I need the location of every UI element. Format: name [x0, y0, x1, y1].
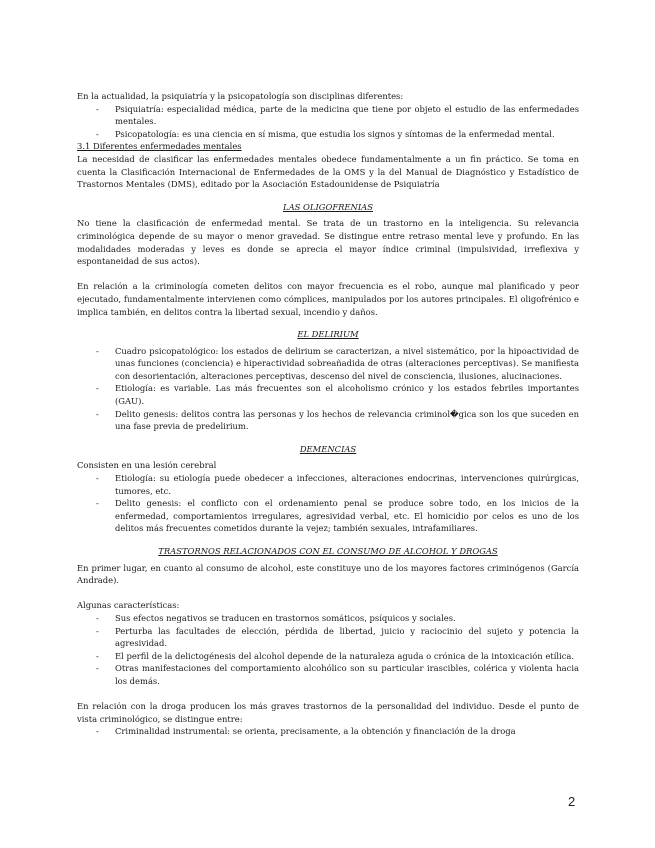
- delirium-list: [77, 345, 579, 433]
- document-page: [77, 90, 579, 738]
- alcohol-list: [77, 612, 579, 688]
- list-item: - Otras manifestaciones del comportamiento alcohólico son su particular irascibles, colérica y violenta hacia los demás.: [96, 663, 579, 686]
- page-number: 2: [568, 794, 576, 809]
- demencias-intro: Consisten en una lesión cerebral: [77, 460, 217, 471]
- list-item: - Perturba las facultades de elección, pérdida de libertad, juicio y raciocinio del sujeto y potencia la agresividad.: [96, 625, 579, 649]
- dash-bullet: -: [96, 663, 99, 674]
- demencias-list: [77, 472, 579, 535]
- alcohol-list-intro: Algunas características:: [77, 600, 180, 611]
- intro-paragraph: En la actualidad, la psiquiatría y la psicopatología son disciplinas diferentes:: [77, 91, 404, 101]
- dash-bullet: -: [96, 345, 99, 356]
- list-item: - Psiquiatría: especialidad médica, parte de la medicina que tiene por objeto el estudio de las enfermedades mentales.: [96, 103, 579, 127]
- heading-delirium: EL DELIRIUM: [297, 329, 359, 340]
- dash-bullet: -: [96, 383, 99, 394]
- dash-bullet: -: [96, 103, 99, 114]
- alcohol-paragraph-2: En relación con la droga producen los más graves trastornos de la personalidad del individuo. Desde el punto de vista criminológico, se distingue entre:: [77, 701, 579, 724]
- heading-demencias: DEMENCIAS: [299, 443, 357, 454]
- list-item: - Etiología: es variable. Las más frecuentes son el alcoholismo crónico y los estados febriles importantes (GAU).: [96, 383, 579, 407]
- dash-bullet: -: [96, 473, 99, 484]
- list-item: - El perfil de la delictogénesis del alcohol depende de la naturaleza aguda o crónica de la intoxicación etílica.: [96, 650, 575, 661]
- alcohol-paragraph-1: En primer lugar, en cuanto al consumo de alcohol, este constituye uno de los mayores factores criminógenos (García Andrade).: [77, 562, 579, 586]
- dash-bullet: -: [96, 726, 99, 737]
- list-item: - Cuadro psicopatológico: los estados de delirium se caracterizan, a nivel sistemático, por la hipoactividad de unas funciones (conciencia) e hiperactividad sobreañadida de otras (alteraciones perceptivas). Se manifiesta con desorientación, alteraciones perceptivas, descenso del nivel de consciencia, ilusiones, alucinaciones.: [96, 345, 579, 381]
- list-item: - Etiología: su etiología puede obedecer a infecciones, alteraciones endocrinas, intervenciones quirúrgicas, tumores, etc.: [96, 473, 579, 496]
- dash-bullet: -: [96, 128, 99, 139]
- heading-oligofrenias: LAS OLIGOFRENIAS: [283, 201, 373, 212]
- heading-alcohol-drogas: TRASTORNOS RELACIONADOS CON EL CONSUMO DE ALCOHOL Y DROGAS: [158, 546, 498, 556]
- list-item: - Psicopatología: es una ciencia en sí misma, que estudia los signos y síntomas de la enfermedad mental.: [96, 128, 555, 139]
- list-item: - Sus efectos negativos se traducen en trastornos somáticos, psíquicos y sociales.: [96, 612, 456, 623]
- section-heading-3-1: 3.1 Diferentes enfermedades mentales: [77, 141, 242, 152]
- oligofrenias-paragraph-1: No tiene la clasificación de enfermedad mental. Se trata de un trastorno en la inteligencia. Su relevancia criminológica depende de su mayor o menor gravedad. Se distingue entre retraso mental leve y profundo. En las modalidades moderadas y leves es donde se aprecia el mayor índice criminal (impulsividad, irreflexiva y espontaneidad de sus actos).: [77, 218, 579, 267]
- intro-list: [77, 103, 579, 141]
- dash-bullet: -: [96, 650, 99, 661]
- dash-bullet: -: [96, 408, 99, 419]
- oligofrenias-paragraph-2: En relación a la criminología cometen delitos con mayor frecuencia es el robo, aunque mal planificado y peor ejecutado, fundamentalmente intervienen como cómplices, manipulados por los autores principales. El oligofrénico e implica también, en delitos contra la libertad sexual, incendio y daños.: [77, 281, 579, 317]
- list-item: - Delito genesis: el conflicto con el ordenamiento penal se produce sobre todo, en los inicios de la enfermedad, comportamientos irregulares, agresividad verbal, etc. El homicidio por celos es uno de los delitos más frecuentes cometidos durante la vejez; también sexuales, intrafamiliares.: [96, 498, 579, 534]
- dash-bullet: -: [96, 612, 99, 623]
- dash-bullet: -: [96, 625, 99, 636]
- section-3-1-paragraph: La necesidad de clasificar las enfermedades mentales obedece fundamentalmente a un fin práctico. Se toma en cuenta la Clasificación Internacional de Enfermedades de la OMS y la del Manual de Diagnóstico y Estadístico de Trastornos Mentales (DMS), editado por la Asociación Estadounidense de Psiquiatría: [77, 153, 579, 190]
- list-item: - Criminalidad instrumental: se orienta, precisamente, a la obtención y financiación de la droga: [96, 726, 516, 737]
- list-item: - Delito genesis: delitos contra las personas y los hechos de relevancia criminol�gica son los que suceden en una fase previa de predelirium.: [96, 408, 579, 432]
- dash-bullet: -: [96, 498, 99, 509]
- drogas-list: [77, 725, 579, 738]
